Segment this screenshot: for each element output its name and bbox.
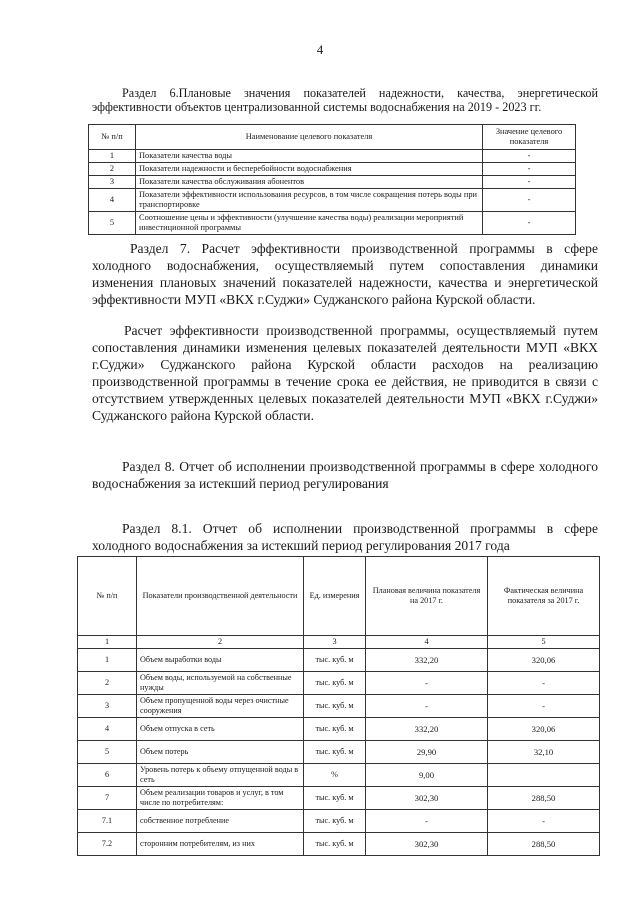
row-num: 4 [89, 189, 136, 212]
header-num: № п/п [78, 557, 137, 636]
row-indicator: Объем воды, используемой на собственные нужды [137, 672, 304, 695]
row-fact: 288,50 [488, 833, 600, 856]
table-row [89, 212, 576, 235]
row-value: - [483, 189, 576, 212]
section7-heading: Раздел 7. Расчет эффективности производственной программы в сфере холодного водоснабжения, осуществляемый путем сопоставления динамики изменения плановых значений показателей надежности, качества и энергетической эффективности МУП «ВКХ г.Суджи» Суджанского района Курской области. [92, 241, 598, 307]
row-plan: - [366, 810, 488, 833]
row-unit: тыс. куб. м [304, 787, 366, 810]
row-plan: - [366, 695, 488, 718]
table-row [78, 695, 600, 718]
row-num: 6 [78, 764, 137, 787]
table-row [78, 787, 600, 810]
row-num: 7 [78, 787, 137, 810]
row-unit: тыс. куб. м [304, 810, 366, 833]
row-unit: тыс. куб. м [304, 833, 366, 856]
row-fact: - [488, 672, 600, 695]
row-fact: 320,06 [488, 718, 600, 741]
table-row [89, 163, 576, 176]
row-unit: % [304, 764, 366, 787]
header-fact: Фактическая величина показателя за 2017 г. [488, 557, 600, 636]
row-plan: - [366, 672, 488, 695]
header-value: Значение целевого показателя [483, 125, 576, 150]
row-value: - [483, 163, 576, 176]
col-number: 4 [366, 636, 488, 649]
col-number: 3 [304, 636, 366, 649]
row-name: Показатели качества воды [136, 150, 483, 163]
row-indicator: Объем отпуска в сеть [137, 718, 304, 741]
column-numbers-row [78, 636, 600, 649]
row-fact: 288,50 [488, 787, 600, 810]
row-indicator: Объем пропущенной воды через очистные сооружения [137, 695, 304, 718]
row-unit: тыс. куб. м [304, 718, 366, 741]
section6-heading: Раздел 6.Плановые значения показателей надежности, качества, энергетической эффективности объектов централизованной системы водоснабжения на 2019 - 2023 гг. [92, 86, 598, 114]
page-number: 4 [316, 42, 324, 57]
table-row [89, 150, 576, 163]
table-row [89, 176, 576, 189]
col-number: 1 [78, 636, 137, 649]
table-row [89, 189, 576, 212]
row-plan: 9,00 [366, 764, 488, 787]
header-name: Наименование целевого показателя [136, 125, 483, 150]
header-unit: Ед. измерения [304, 557, 366, 636]
row-fact: - [488, 810, 600, 833]
section7-body: Расчет эффективности производственной программы, осуществляемый путем сопоставления динамики изменения целевых показателей деятельности МУП «ВКХ г.Суджи» Суджанского района Курской области расходов на реализацию производственной программы в течение срока ее действия, не приводится в связи с отсутствием утвержденных целевых показателей деятельности МУП «ВКХ г.Суджи» Суджанского района Курской области. [92, 323, 598, 423]
row-unit: тыс. куб. м [304, 672, 366, 695]
row-fact: 320,06 [488, 649, 600, 672]
table-row [78, 741, 600, 764]
table-row [78, 718, 600, 741]
table-row [78, 649, 600, 672]
target-indicators-table [88, 124, 576, 235]
header-indicator: Показатели производственной деятельности [137, 557, 304, 636]
row-value: - [483, 176, 576, 189]
row-plan: 332,20 [366, 649, 488, 672]
table-header-row [89, 125, 576, 150]
row-num: 1 [89, 150, 136, 163]
row-fact: 32,10 [488, 741, 600, 764]
row-fact: - [488, 695, 600, 718]
header-num: № п/п [89, 125, 136, 150]
row-num: 3 [89, 176, 136, 189]
row-value: - [483, 212, 576, 235]
row-fact [488, 764, 600, 787]
table-row [78, 764, 600, 787]
row-num: 3 [78, 695, 137, 718]
row-plan: 332,20 [366, 718, 488, 741]
row-num: 4 [78, 718, 137, 741]
row-name: Соотношение цены и эффективности (улучшение качества воды) реализации мероприятий инвестиционной программы [136, 212, 483, 235]
row-num: 5 [89, 212, 136, 235]
row-indicator: Уровень потерь к объему отпущенной воды в сеть [137, 764, 304, 787]
row-indicator: сторонним потребителям, из них [137, 833, 304, 856]
production-report-table [77, 556, 600, 856]
section81-heading: Раздел 8.1. Отчет об исполнении производственной программы в сфере холодного водоснабжения за истекший период регулирования 2017 года [92, 521, 598, 553]
row-plan: 302,30 [366, 787, 488, 810]
row-num: 2 [78, 672, 137, 695]
row-unit: тыс. куб. м [304, 695, 366, 718]
row-num: 5 [78, 741, 137, 764]
row-num: 2 [89, 163, 136, 176]
row-num: 7.1 [78, 810, 137, 833]
table-row [78, 833, 600, 856]
section8-heading: Раздел 8. Отчет об исполнении производственной программы в сфере холодного водоснабжения за истекший период регулирования [92, 459, 598, 491]
row-indicator: Объем реализации товаров и услуг, в том числе по потребителям: [137, 787, 304, 810]
row-unit: тыс. куб. м [304, 741, 366, 764]
row-unit: тыс. куб. м [304, 649, 366, 672]
row-num: 7.2 [78, 833, 137, 856]
row-plan: 302,30 [366, 833, 488, 856]
header-plan: Плановая величина показателя на 2017 г. [366, 557, 488, 636]
row-indicator: Объем выработки воды [137, 649, 304, 672]
row-name: Показатели качества обслуживания абонентов [136, 176, 483, 189]
col-number: 5 [488, 636, 600, 649]
col-number: 2 [137, 636, 304, 649]
row-value: - [483, 150, 576, 163]
table-header-row [78, 557, 600, 636]
row-plan: 29,90 [366, 741, 488, 764]
table-row [78, 810, 600, 833]
row-name: Показатели эффективности использования ресурсов, в том числе сокращения потерь воды при транспортировке [136, 189, 483, 212]
row-name: Показатели надежности и бесперебойности водоснабжения [136, 163, 483, 176]
row-num: 1 [78, 649, 137, 672]
table-row [78, 672, 600, 695]
row-indicator: Объем потерь [137, 741, 304, 764]
row-indicator: собственное потребление [137, 810, 304, 833]
